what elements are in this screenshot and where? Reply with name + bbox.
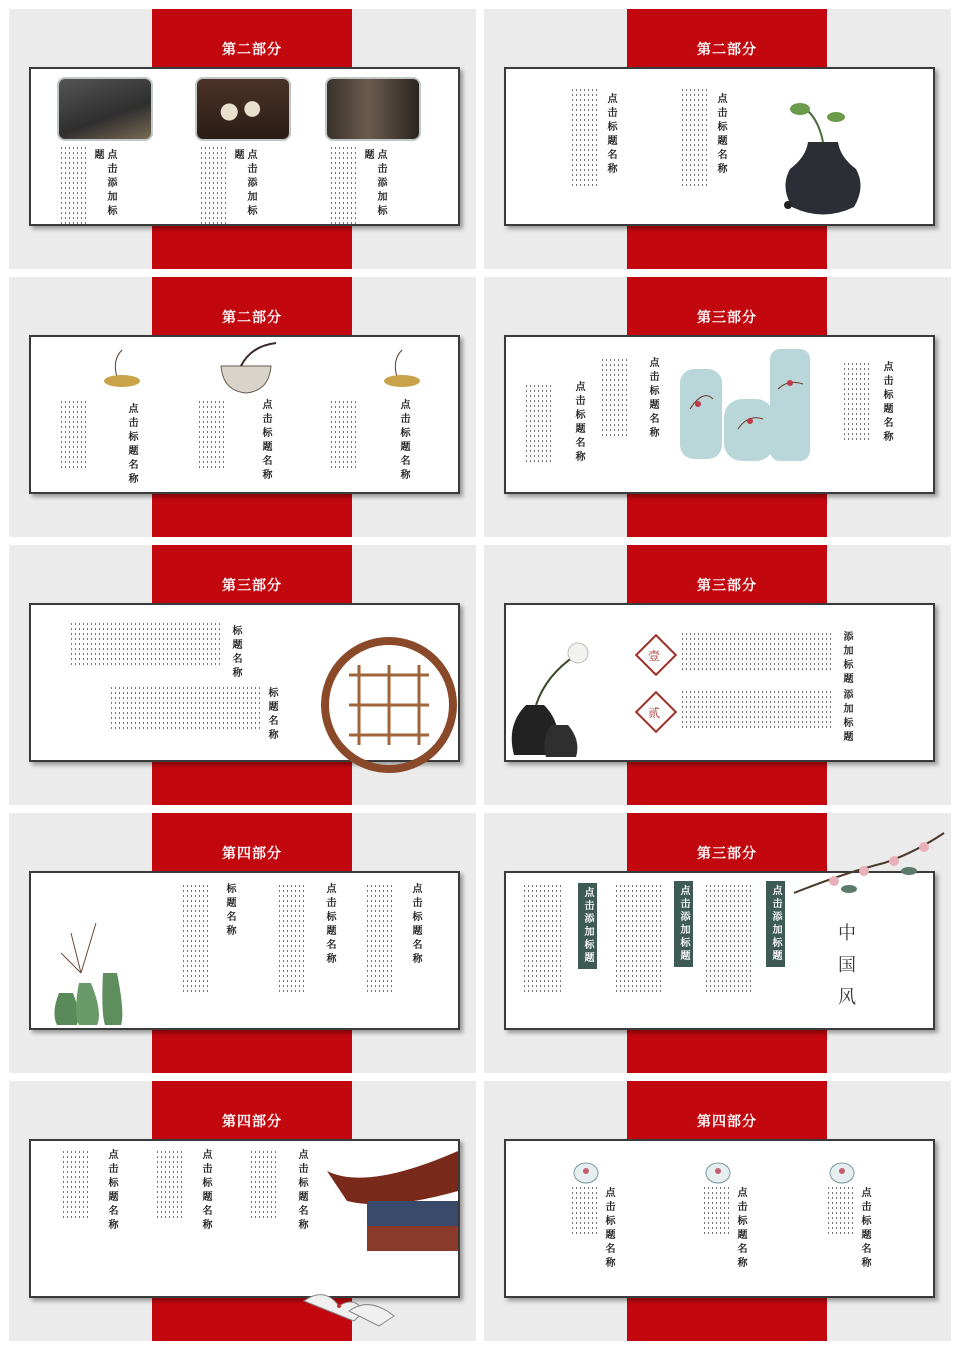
content-card	[504, 67, 935, 226]
green-vases-illustration	[51, 913, 141, 1028]
heading-badge: 点击添加标题	[674, 881, 693, 967]
body-text	[183, 885, 209, 995]
body-text	[602, 359, 628, 439]
column-heading: 添加标题	[841, 689, 852, 745]
column-heading: 点击标题名称	[603, 1187, 614, 1271]
bowl-icon	[211, 341, 281, 396]
column-heading: 点击添加标题	[362, 149, 386, 219]
content-card	[504, 1139, 935, 1298]
column-heading: 点击标题名称	[200, 1149, 211, 1233]
column-heading: 点击标题名称	[647, 357, 658, 441]
vase-flower-illustration	[506, 635, 596, 760]
body-text	[616, 885, 664, 995]
content-card	[504, 335, 935, 494]
porcelain-vases	[678, 349, 818, 464]
body-text	[706, 885, 754, 995]
column-heading: 点击标题名称	[398, 399, 409, 483]
section-title: 第三部分	[697, 846, 757, 862]
section-title: 第二部分	[222, 42, 282, 58]
content-card	[29, 871, 460, 1030]
body-text	[61, 147, 87, 227]
content-card	[29, 335, 460, 494]
content-card	[29, 67, 460, 226]
crane-illustration	[294, 1281, 404, 1341]
section-title: 第四部分	[222, 1114, 282, 1130]
photo-buns	[195, 77, 291, 141]
column-heading: 标题名称	[224, 883, 235, 939]
column-heading: 标题名称	[230, 625, 241, 681]
column-heading: 点击标题名称	[573, 381, 584, 465]
column-heading: 点击添加标题	[92, 149, 116, 219]
section-title: 第四部分	[697, 1114, 757, 1130]
body-text	[572, 1187, 598, 1237]
body-text	[157, 1151, 183, 1221]
vase-illustration	[778, 97, 868, 217]
body-text	[331, 147, 357, 227]
column-heading: 点击添加标题	[232, 149, 256, 219]
bonsai-icon	[377, 345, 427, 390]
slide-1[interactable]	[9, 9, 476, 269]
body-text	[111, 687, 261, 729]
column-heading: 点击标题名称	[126, 403, 137, 487]
body-text	[572, 89, 598, 189]
body-text	[251, 1151, 277, 1221]
lattice-window-icon	[319, 635, 459, 775]
column-heading: 标题名称	[266, 687, 277, 743]
body-text	[367, 885, 393, 995]
section-title: 第二部分	[222, 310, 282, 326]
photo-door	[325, 77, 421, 141]
column-heading: 点击标题名称	[324, 883, 335, 967]
body-text	[828, 1187, 854, 1237]
body-text	[279, 885, 305, 995]
slide-10[interactable]	[484, 1081, 951, 1341]
label-two: 贰	[648, 706, 661, 720]
column-heading: 点击标题名称	[106, 1149, 117, 1233]
slide-6[interactable]	[484, 545, 951, 805]
slide-7[interactable]	[9, 813, 476, 1073]
slide-4[interactable]	[484, 277, 951, 537]
content-card	[29, 1139, 460, 1298]
body-text	[526, 385, 552, 465]
heading-badge: 点击添加标题	[766, 881, 785, 967]
body-text	[704, 1187, 730, 1237]
blossom-branch-illustration	[784, 823, 949, 923]
slide-9[interactable]	[9, 1081, 476, 1341]
body-text	[682, 633, 832, 673]
column-heading: 点击标题名称	[296, 1149, 307, 1233]
body-text	[71, 623, 221, 665]
heading-badge: 点击添加标题	[578, 883, 597, 969]
slide-8[interactable]	[484, 813, 951, 1073]
slide-3[interactable]	[9, 277, 476, 537]
column-heading: 点击标题名称	[260, 399, 271, 483]
slide-5[interactable]	[9, 545, 476, 805]
body-text	[524, 885, 562, 995]
slide-2[interactable]	[484, 9, 951, 269]
big-title: 中国风	[835, 923, 856, 1019]
body-text	[201, 147, 227, 227]
content-card	[504, 603, 935, 762]
section-title: 第二部分	[697, 42, 757, 58]
column-heading: 点击标题名称	[715, 93, 726, 177]
teapot-icon	[570, 1155, 606, 1185]
body-text	[199, 401, 225, 471]
section-title: 第三部分	[697, 310, 757, 326]
body-text	[61, 401, 87, 471]
bonsai-icon	[97, 345, 147, 390]
column-heading: 点击标题名称	[605, 93, 616, 177]
section-title: 第三部分	[222, 578, 282, 594]
body-text	[63, 1151, 89, 1221]
column-heading: 点击标题名称	[735, 1187, 746, 1271]
photo-village	[57, 77, 153, 141]
column-heading: 点击标题名称	[410, 883, 421, 967]
teapot-icon	[702, 1155, 738, 1185]
body-text	[682, 691, 832, 731]
teapot-icon	[826, 1155, 862, 1185]
pagoda-roof-illustration	[327, 1151, 458, 1251]
section-title: 第三部分	[697, 578, 757, 594]
column-heading: 添加标题	[841, 631, 852, 687]
column-heading: 点击标题名称	[881, 361, 892, 445]
body-text	[331, 401, 357, 471]
column-heading: 点击标题名称	[859, 1187, 870, 1271]
body-text	[682, 89, 708, 189]
body-text	[844, 363, 870, 443]
section-title: 第四部分	[222, 846, 282, 862]
label-one: 壹	[648, 649, 661, 663]
